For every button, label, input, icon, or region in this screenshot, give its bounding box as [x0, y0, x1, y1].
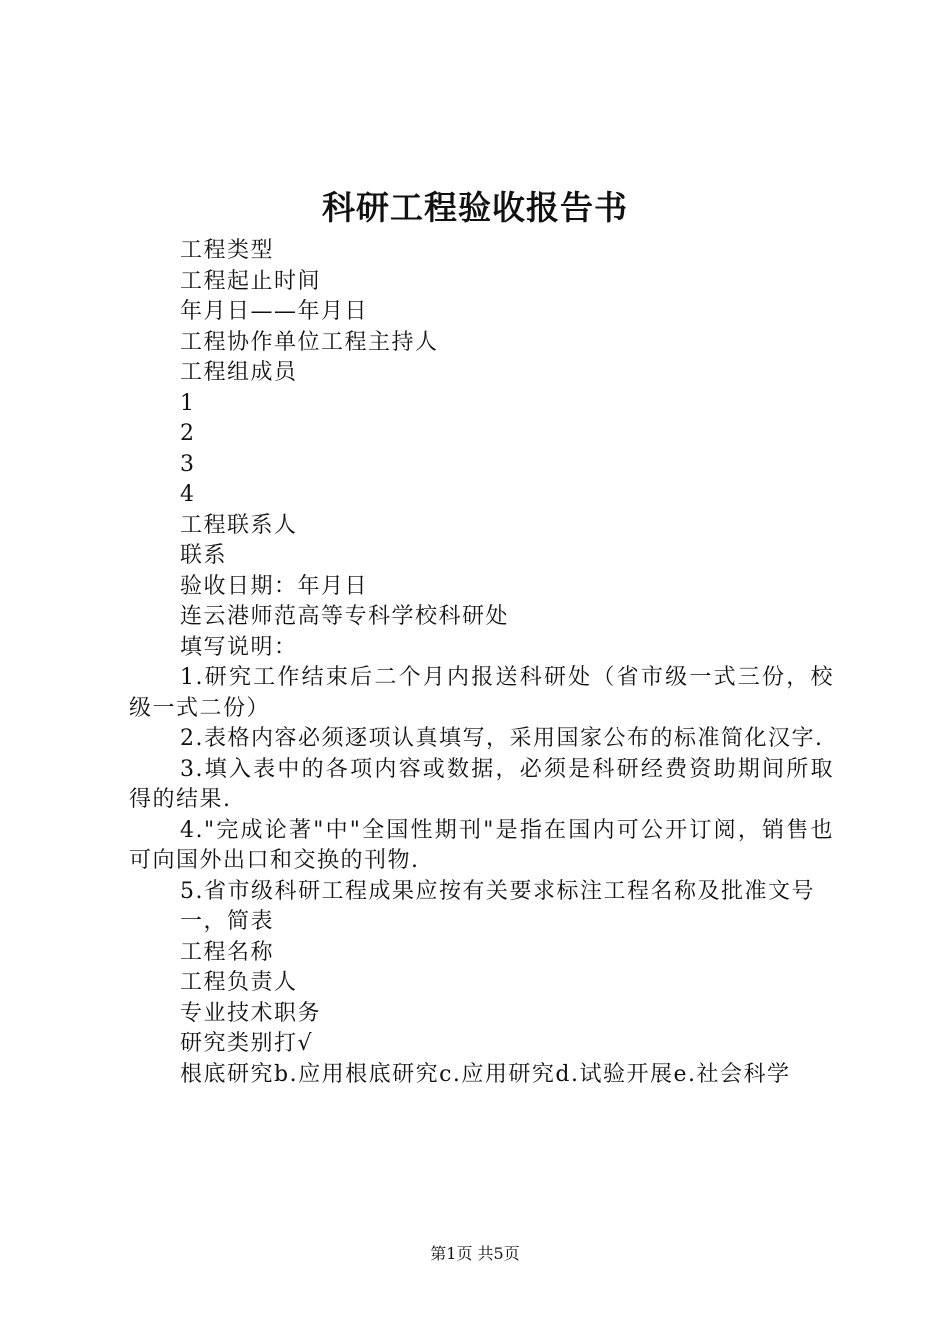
instructions-heading: 填写说明： — [180, 634, 298, 660]
instruction-item: 4."完成论著"中"全国性期刊"是指在国内可公开订阅，销售也可向国外出口和交换的刊物. — [129, 817, 834, 873]
field-cooperating-unit: 工程协作单位工程主持人 — [180, 329, 439, 355]
section-heading-summary: 一，简表 — [180, 909, 275, 934]
document-title: 科研工程验收报告书 — [322, 188, 628, 227]
member-number: 4 — [180, 482, 196, 507]
instruction-item: 3.填入表中的各项内容或数据，必须是科研经费资助期间所取得的结果. — [129, 756, 834, 812]
document-body — [129, 236, 834, 1090]
member-number: 1 — [180, 390, 196, 416]
field-date-range: 年月日——年月日 — [180, 299, 369, 324]
instruction-item: 5.省市级科研工程成果应按有关要求标注工程名称及批准文号 — [180, 878, 815, 904]
member-number: 3 — [180, 451, 196, 477]
institution-name: 连云港师范高等专科学校科研处 — [180, 604, 510, 629]
field-contact-person: 工程联系人 — [180, 512, 298, 538]
page-footer: 第1页 共5页 — [430, 1244, 520, 1263]
instruction-item: 1.研究工作结束后二个月内报送科研处（省市级一式三份，校级一式二份） — [129, 665, 834, 721]
research-category-options: 根底研究b.应用根底研究c.应用研究d.试验开展e.社会科学 — [180, 1061, 791, 1087]
field-team-members: 工程组成员 — [180, 360, 298, 385]
field-contact: 联系 — [180, 543, 228, 568]
field-project-period: 工程起止时间 — [180, 268, 322, 294]
member-number: 2 — [180, 421, 196, 446]
field-acceptance-date: 验收日期：年月日 — [180, 573, 369, 599]
field-project-name: 工程名称 — [180, 939, 275, 965]
field-project-leader: 工程负责人 — [180, 970, 298, 995]
field-project-type: 工程类型 — [180, 238, 275, 263]
field-research-category: 研究类别打√ — [180, 1031, 314, 1056]
field-professional-title: 专业技术职务 — [180, 1000, 322, 1026]
instruction-item: 2.表格内容必须逐项认真填写，采用国家公布的标准简化汉字. — [180, 726, 824, 751]
